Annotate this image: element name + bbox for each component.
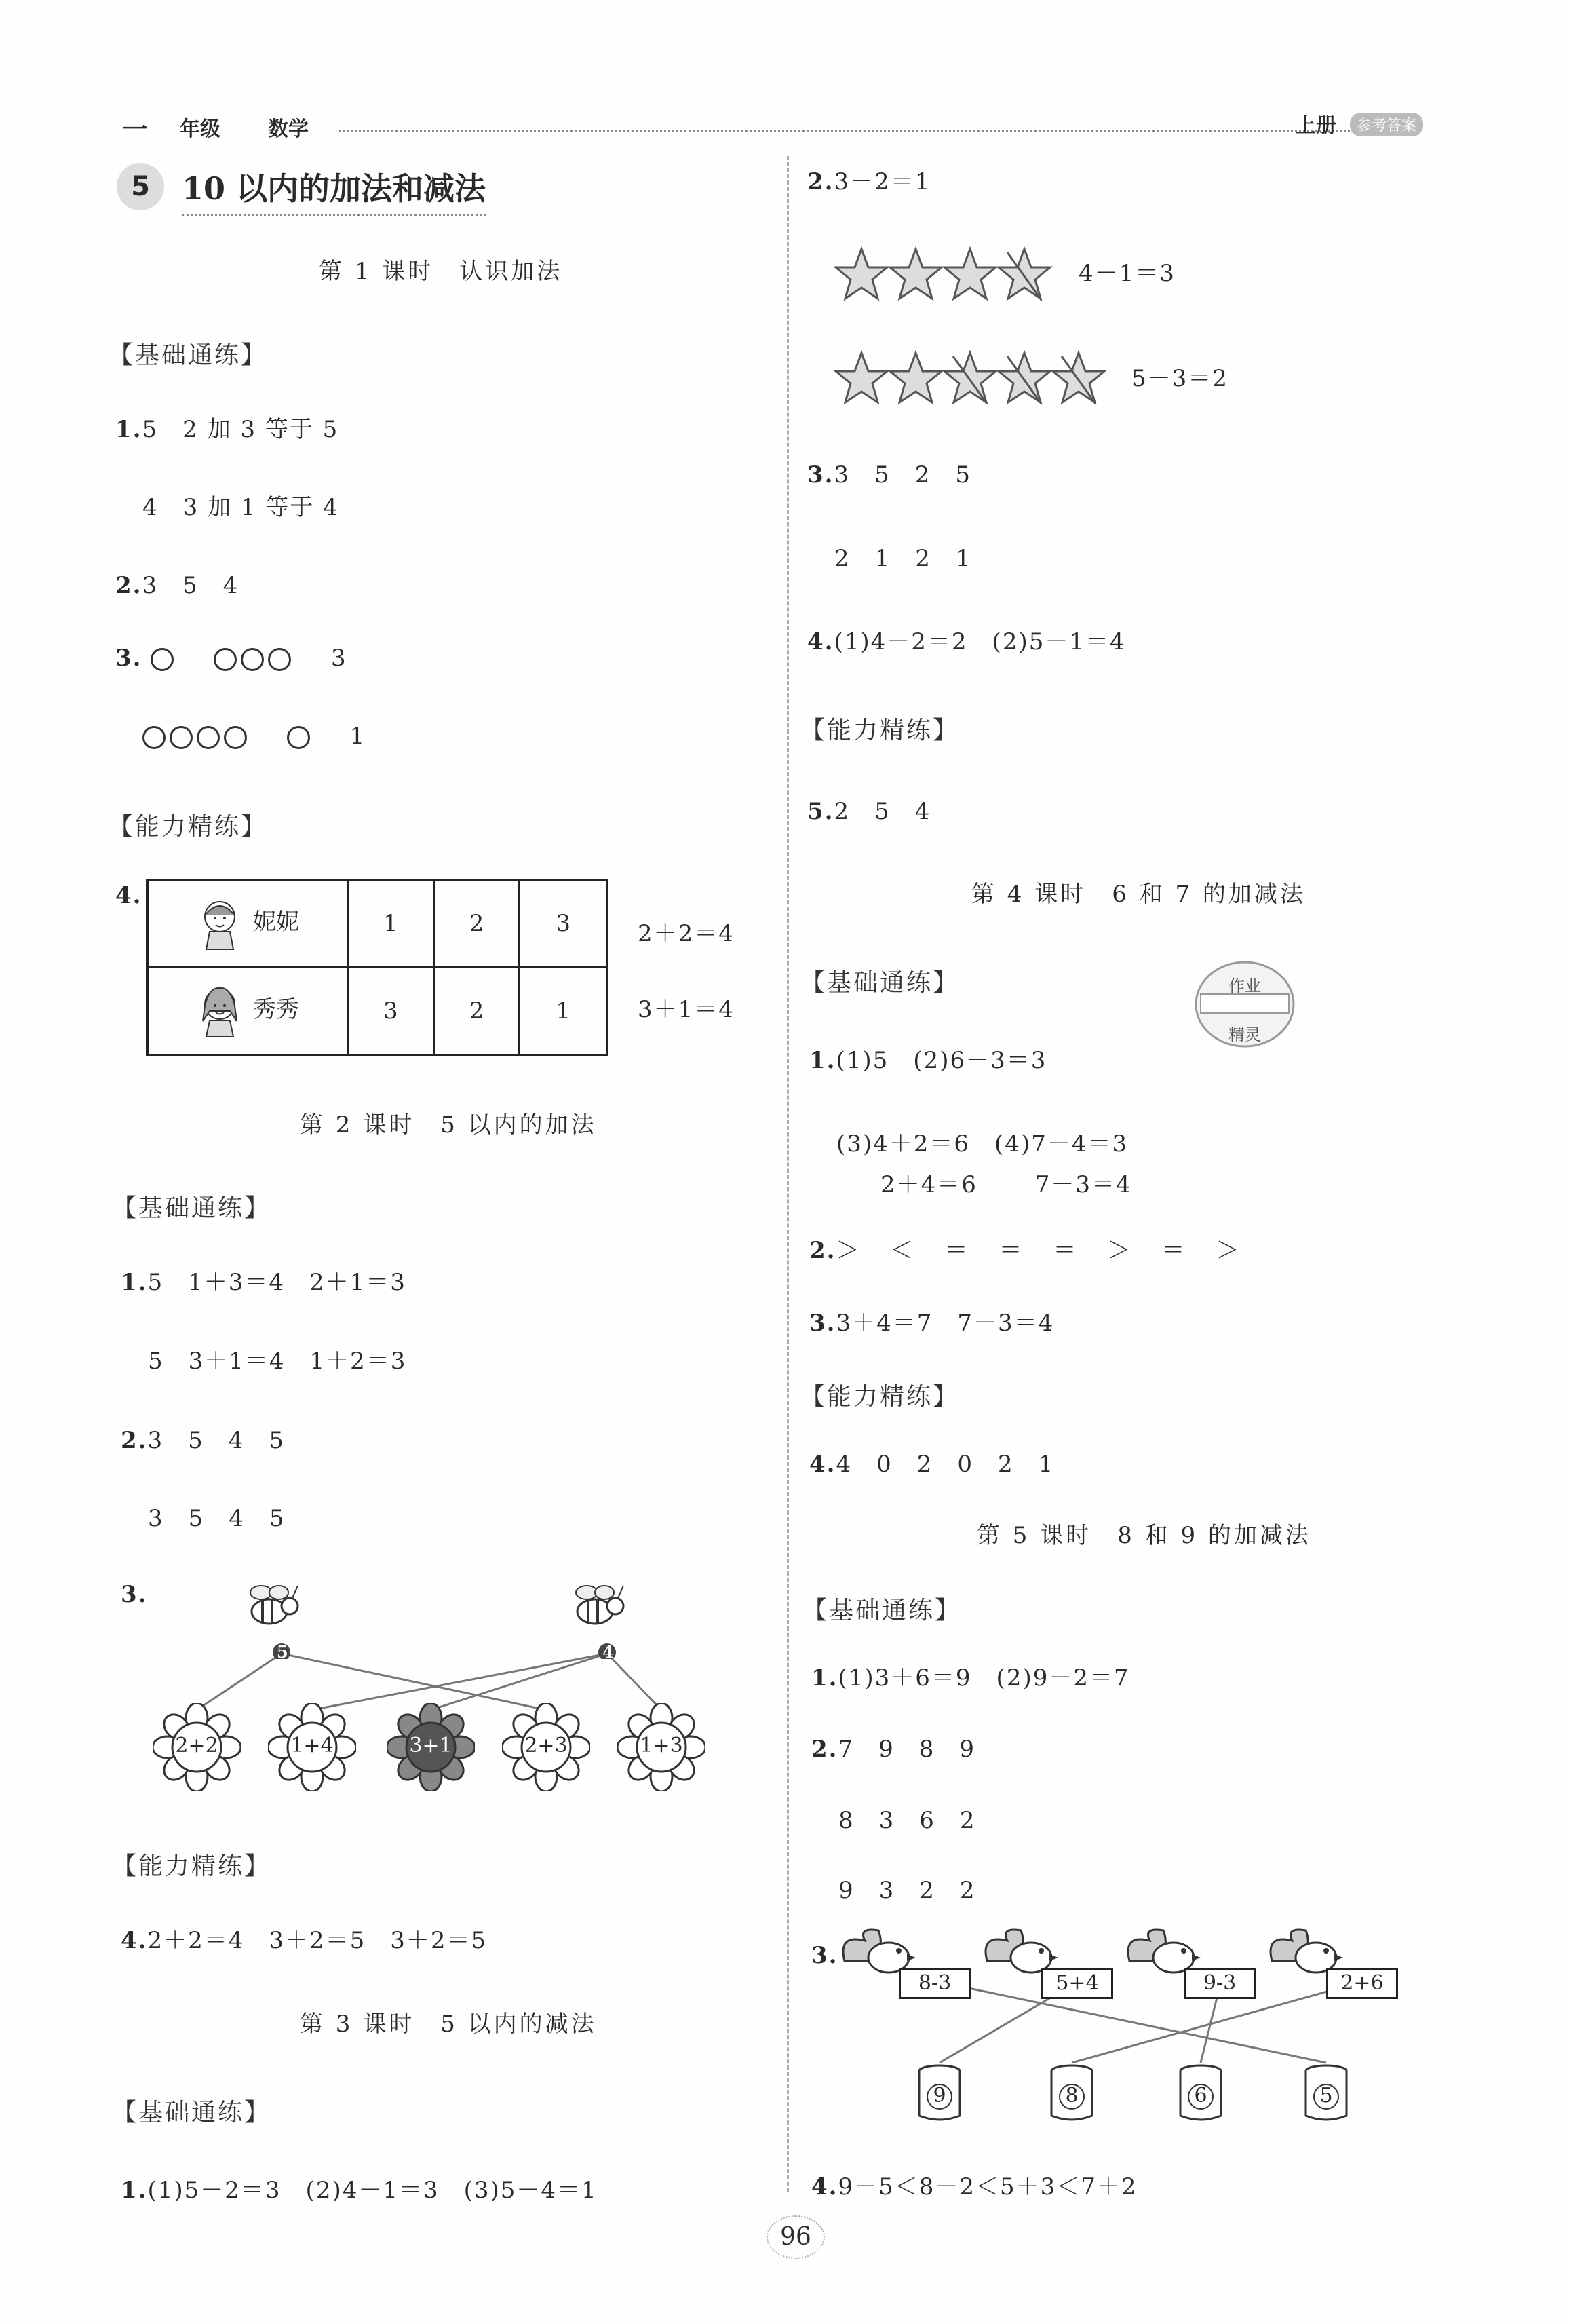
r-q5: 5.2 5 4 <box>807 798 931 825</box>
l2-q2-line1: 2.3 5 4 5 <box>121 1427 286 1454</box>
cup-label-3: 6 <box>1194 2084 1207 2108</box>
r-q3-line1: 3.3 5 2 5 <box>807 461 972 489</box>
column-divider <box>787 156 789 2192</box>
lesson-4-title: 第 4 课时 6 和 7 的加减法 <box>971 881 1306 908</box>
l5-q2-line1: 2.7 9 8 9 <box>811 1736 976 1763</box>
l1-q4-equation-2: 3＋1＝4 <box>638 996 735 1023</box>
homework-stamp <box>1190 953 1299 1055</box>
l1-q4-equation-1: 2＋2＝4 <box>638 920 735 947</box>
flower-label-1: 2+2 <box>175 1734 218 1757</box>
l2-q3-matching-lines <box>0 0 787 1832</box>
l5-basic-heading: 【基础通练】 <box>802 1597 962 1624</box>
l2-ability-heading: 【能力精练】 <box>112 1852 271 1880</box>
r-q2: 2.3－2＝1 <box>807 168 931 195</box>
table-cell: 3 <box>520 880 607 967</box>
lesson-2-title: 第 2 课时 5 以内的加法 <box>300 1111 597 1139</box>
l4-q1-line1: 1.(1)5 (2)6－3＝3 <box>809 1047 1047 1074</box>
r-ability-heading: 【能力精练】 <box>800 717 960 744</box>
grade-label: 年级 <box>180 117 220 141</box>
l4-basic-heading: 【基础通练】 <box>800 969 960 997</box>
stars-equation-2: 5－3＝2 <box>1131 365 1228 392</box>
l3-q1: 1.(1)5－2＝3 (2)4－1＝3 (3)5－4＝1 <box>121 2177 598 2204</box>
l5-q2-line3: 9 3 2 2 <box>838 1877 976 1904</box>
l1-q2: 2.3 5 4 <box>115 572 239 599</box>
bird-label-3: 9-3 <box>1184 1968 1256 1999</box>
table-row-1-name: 妮妮 <box>147 880 348 967</box>
l4-q1-line3: 2＋4＝6 7－3＝4 <box>880 1171 1132 1198</box>
bee-icon <box>227 1578 309 1659</box>
cup-label-2: 8 <box>1065 2084 1079 2108</box>
l4-q4: 4.4 0 2 0 2 1 <box>809 1451 1055 1478</box>
l2-basic-heading: 【基础通练】 <box>112 1194 271 1222</box>
l5-q1: 1.(1)3＋6＝9 (2)9－2＝7 <box>811 1664 1130 1692</box>
l2-q2-line2: 3 5 4 5 <box>148 1505 286 1532</box>
l4-ability-heading: 【能力精练】 <box>800 1383 960 1411</box>
grade-mark: 一 <box>122 114 149 145</box>
l4-q1-line2: (3)4＋2＝6 (4)7－4＝3 <box>836 1130 1129 1158</box>
lesson-5-title: 第 5 课时 8 和 9 的加减法 <box>977 1522 1311 1549</box>
table-cell: 1 <box>520 967 607 1055</box>
l5-q4: 4.9－5＜8－2＜5＋3＜7＋2 <box>811 2173 1138 2201</box>
cup-label-1: 9 <box>933 2084 946 2108</box>
flower-label-2: 1+4 <box>290 1734 334 1757</box>
table-cell: 2 <box>433 967 520 1055</box>
l5-q3-number: 3. <box>811 1942 838 1969</box>
l3-basic-heading: 【基础通练】 <box>112 2099 271 2127</box>
bee-number-1: 5 <box>277 1642 288 1662</box>
bird-label-4: 2+6 <box>1326 1968 1398 1999</box>
r-q4: 4.(1)4－2＝2 (2)5－1＝4 <box>807 628 1126 655</box>
stamp-top-text: 作业 <box>1228 976 1261 995</box>
stars-row-2 <box>834 349 1112 411</box>
unit-number-badge: 5 <box>117 163 164 210</box>
l1-q3-line1: 3. 3 <box>115 645 347 672</box>
l4-q3: 3.3＋4＝7 7－3＝4 <box>809 1310 1055 1337</box>
flower-label-4: 2+3 <box>524 1734 568 1757</box>
l1-ability-heading: 【能力精练】 <box>109 813 268 841</box>
unit-title: 10 以内的加法和减法 <box>182 164 486 216</box>
table-row-2-name: 秀秀 <box>147 967 348 1055</box>
lesson-1-title: 第 1 课时 认识加法 <box>319 258 563 285</box>
answer-badge: 参考答案 <box>1350 113 1423 136</box>
cup-label-4: 5 <box>1319 2084 1333 2108</box>
l1-basic-heading: 【基础通练】 <box>109 341 268 369</box>
page-number: 96 <box>767 2215 825 2259</box>
bee-icon <box>553 1578 634 1659</box>
volume-label: 上册 <box>1296 114 1336 138</box>
stars-equation-1: 4－1＝3 <box>1079 260 1176 287</box>
l2-q4: 4.2＋2＝4 3＋2＝5 3＋2＝5 <box>121 1927 488 1954</box>
stamp-bottom-text: 精灵 <box>1228 1025 1261 1044</box>
l2-q1-line1: 1.5 1＋3＝4 2＋1＝3 <box>121 1269 406 1296</box>
table-cell: 2 <box>433 880 520 967</box>
l1-q4-number: 4. <box>115 882 142 909</box>
l2-q1-line2: 5 3＋1＝4 1＋2＝3 <box>148 1348 407 1375</box>
lesson-3-title: 第 3 课时 5 以内的减法 <box>300 2011 597 2038</box>
l2-q3-number: 3. <box>121 1581 148 1608</box>
r-q3-line2: 2 1 2 1 <box>834 545 972 572</box>
l4-q2: 2.＞ ＜ ＝ ＝ ＝ ＞ ＝ ＞ <box>809 1237 1243 1264</box>
bird-label-1: 8-3 <box>899 1968 971 1999</box>
l1-q1-line2: 4 3 加 1 等于 4 <box>142 494 339 521</box>
bee-number-2: 4 <box>602 1642 614 1662</box>
subject-label: 数学 <box>268 117 309 141</box>
l5-q2-line2: 8 3 6 2 <box>838 1807 976 1834</box>
l1-q1-line1: 1.5 2 加 3 等于 5 <box>115 416 339 443</box>
table-cell: 1 <box>348 880 434 967</box>
flower-label-3: 3+1 <box>409 1734 452 1757</box>
stars-row-1 <box>834 246 1058 307</box>
bird-label-2: 5+4 <box>1041 1968 1113 1999</box>
flower-label-5: 1+3 <box>640 1734 683 1757</box>
table-cell: 3 <box>348 967 434 1055</box>
l1-q3-line2: 1 <box>142 723 366 750</box>
